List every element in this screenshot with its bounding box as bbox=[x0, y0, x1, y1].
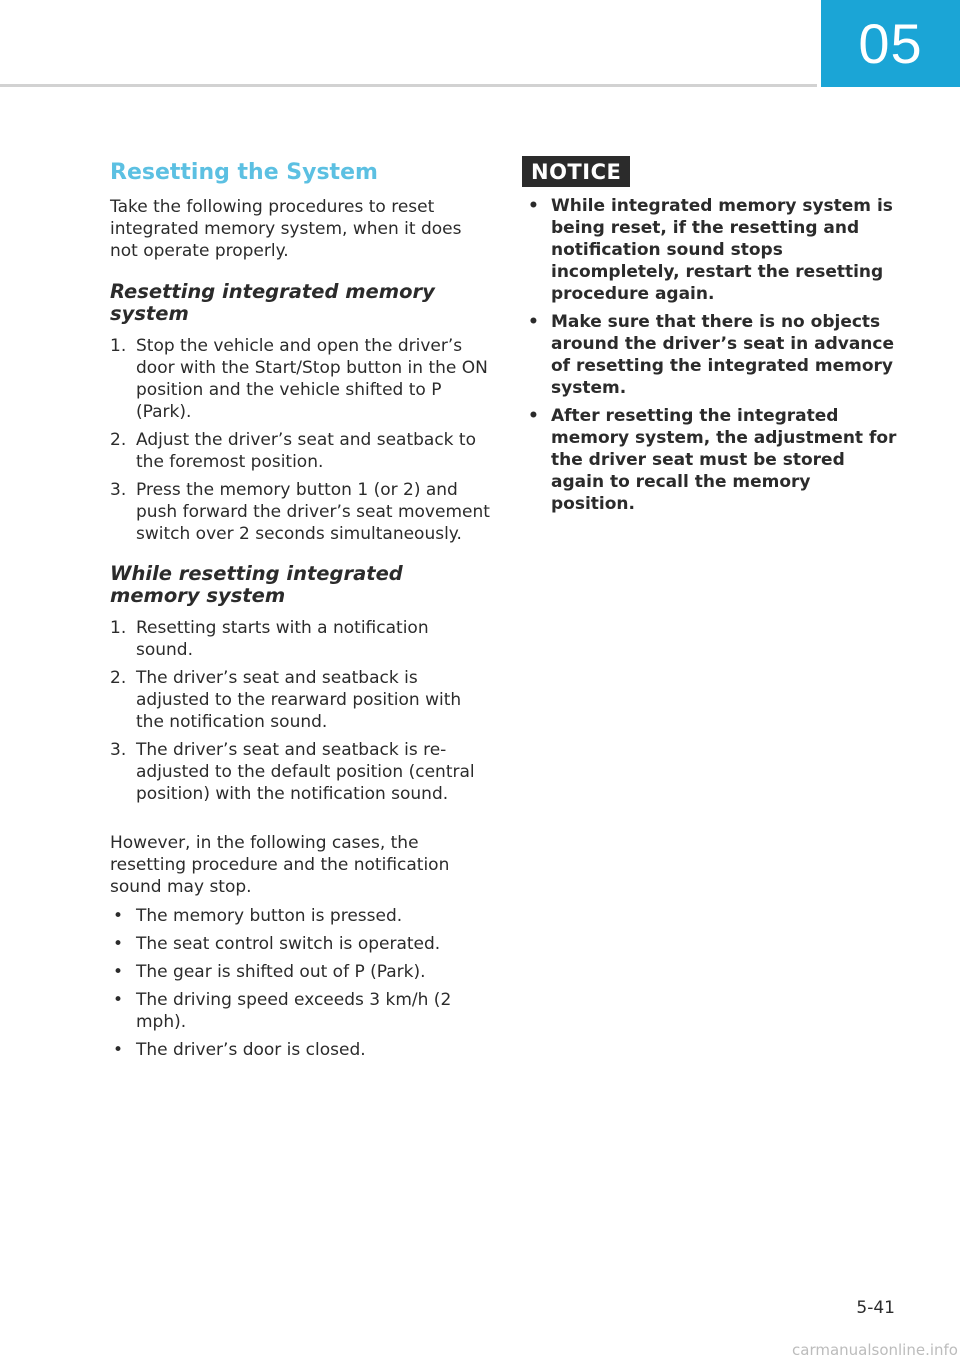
while-resetting-steps bbox=[110, 617, 490, 805]
subhead-while-resetting: While resetting integrated memory system bbox=[110, 562, 403, 608]
list-item: 2. The driver’s seat and seatback is adjusted to the rearward position with the notification sound. bbox=[110, 668, 462, 733]
right-column bbox=[522, 156, 898, 521]
list-item: 2. Adjust the driver’s seat and seatback to the foremost position. bbox=[110, 430, 476, 473]
list-item: • After resetting the integrated memory system, the adjustment for the driver seat must be stored again to recall the memory position. bbox=[528, 406, 897, 514]
chapter-number: 05 bbox=[858, 12, 923, 75]
notice-label: NOTICE bbox=[522, 156, 630, 187]
watermark: carmanualsonline.info bbox=[792, 1341, 958, 1359]
chapter-tab bbox=[821, 0, 960, 87]
list-item: • The memory button is pressed. bbox=[113, 906, 403, 927]
stop-cases-list bbox=[110, 905, 490, 1061]
list-item: • The gear is shifted out of P (Park). bbox=[113, 962, 426, 983]
list-item: 3. Press the memory button 1 (or 2) and push forward the driver’s seat movement switch over 2 seconds simultaneously. bbox=[110, 480, 490, 545]
section-title: Resetting the System bbox=[110, 160, 378, 185]
list-item: • The seat control switch is operated. bbox=[113, 934, 441, 955]
list-item: 1. Stop the vehicle and open the driver’s door with the Start/Stop button in the ON position and the vehicle shifted to P (Park). bbox=[110, 336, 488, 423]
list-item: • The driver’s door is closed. bbox=[113, 1040, 366, 1061]
notice-list bbox=[522, 195, 898, 515]
list-item: 3. The driver’s seat and seatback is re-adjusted to the default position (central position) with the notification sound. bbox=[110, 740, 475, 805]
left-column bbox=[110, 160, 490, 1067]
resetting-steps bbox=[110, 335, 490, 545]
however-paragraph: However, in the following cases, the resetting procedure and the notification sound may stop. bbox=[110, 833, 450, 898]
page-number: 5-41 bbox=[856, 1298, 895, 1318]
list-item: 1. Resetting starts with a notification sound. bbox=[110, 618, 429, 661]
header-rule bbox=[0, 84, 817, 87]
list-item: • Make sure that there is no objects around the driver’s seat in advance of resetting the integrated memory system. bbox=[528, 312, 895, 398]
list-item: • The driving speed exceeds 3 km/h (2 mph). bbox=[113, 990, 452, 1033]
intro-paragraph: Take the following procedures to reset integrated memory system, when it does not operate properly. bbox=[110, 197, 462, 262]
subhead-resetting: Resetting integrated memory system bbox=[110, 280, 435, 326]
list-item: • While integrated memory system is being reset, if the resetting and notification sound stops incompletely, restart the resetting procedure again. bbox=[528, 196, 893, 304]
